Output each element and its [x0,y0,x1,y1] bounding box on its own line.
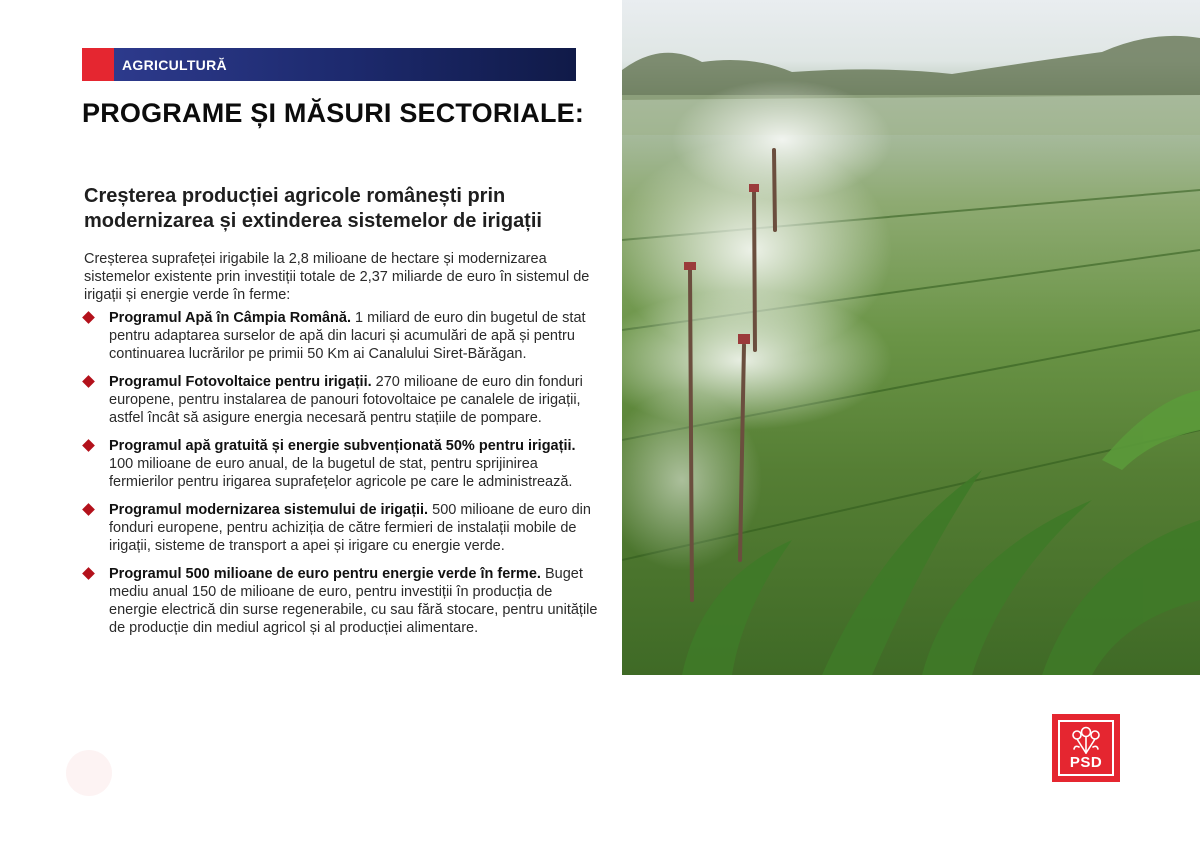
program-description: 1 miliard de euro din bugetul de stat pentru adaptarea surselor de apă din lacuri și acumulări de apă și pentru continuarea lucrărilor pe primii 50 Km ai Canalului Siret-Bărăgan. [109,310,586,362]
section-label: AGRICULTURĂ [114,48,576,81]
list-item [80,437,600,491]
diamond-bullet-icon [82,567,95,580]
logo-text: PSD [1069,754,1103,771]
decorative-circle [66,750,112,796]
section-banner [82,48,576,81]
program-description: 270 milioane de euro din fonduri europene, pentru instalarea de panouri fotovoltaice pe canalele de irigații, astfel încât să asigure energia necesară pentru stațiile de pompare. [109,374,583,426]
list-item [80,309,600,363]
program-name: Programul Fotovoltaice pentru irigații. [109,374,376,390]
psd-logo [1052,714,1120,782]
list-item [80,373,600,427]
intro-paragraph: Creșterea suprafeței irigabile la 2,8 milioane de hectare și modernizarea sistemelor existente prin investiții totale de 2,37 miliarde de euro în sistemul de irigații și energie verde în ferme: [84,251,590,303]
page-title: PROGRAME ȘI MĂSURI SECTORIALE: [82,98,585,128]
list-item [80,565,600,637]
section-banner-accent [82,48,114,81]
diamond-bullet-icon [82,503,95,516]
program-description: 100 milioane de euro anual, de la bugetul de stat, pentru sprijinirea fermierilor pentru irigarea suprafețelor agricole pe care le administrează. [109,456,573,490]
program-list [80,309,600,647]
diamond-bullet-icon [82,311,95,324]
program-name: Programul Apă în Câmpia Română. [109,310,356,326]
irrigation-field-illustration [622,0,1200,675]
diamond-bullet-icon [82,375,95,388]
section-subtitle: Creșterea producției agricole românești prin modernizarea și extinderea sistemelor de irigații [84,185,542,232]
diamond-bullet-icon [82,439,95,452]
program-name: Programul modernizarea sistemului de irigații. [109,502,433,518]
program-description: Buget mediu anual 150 de milioane de euro, pentru investiții în producția de energie electrică din surse regenerabile, cu sau fără stocare, pentru unitățile de producție din mediul agricol și al producției alimentare. [109,566,598,636]
program-name: Programul 500 milioane de euro pentru energie verde în ferme. [109,566,545,582]
list-item [80,501,600,555]
program-name: Programul apă gratuită și energie subvenționată 50% pentru irigații. [109,438,576,454]
irrigation-photo [622,0,1200,675]
program-description: 500 milioane de euro din fonduri europene, pentru achiziția de către fermieri de instalații mobile de irigații, sisteme de transport a apei și irigare cu energie verde. [109,502,591,554]
